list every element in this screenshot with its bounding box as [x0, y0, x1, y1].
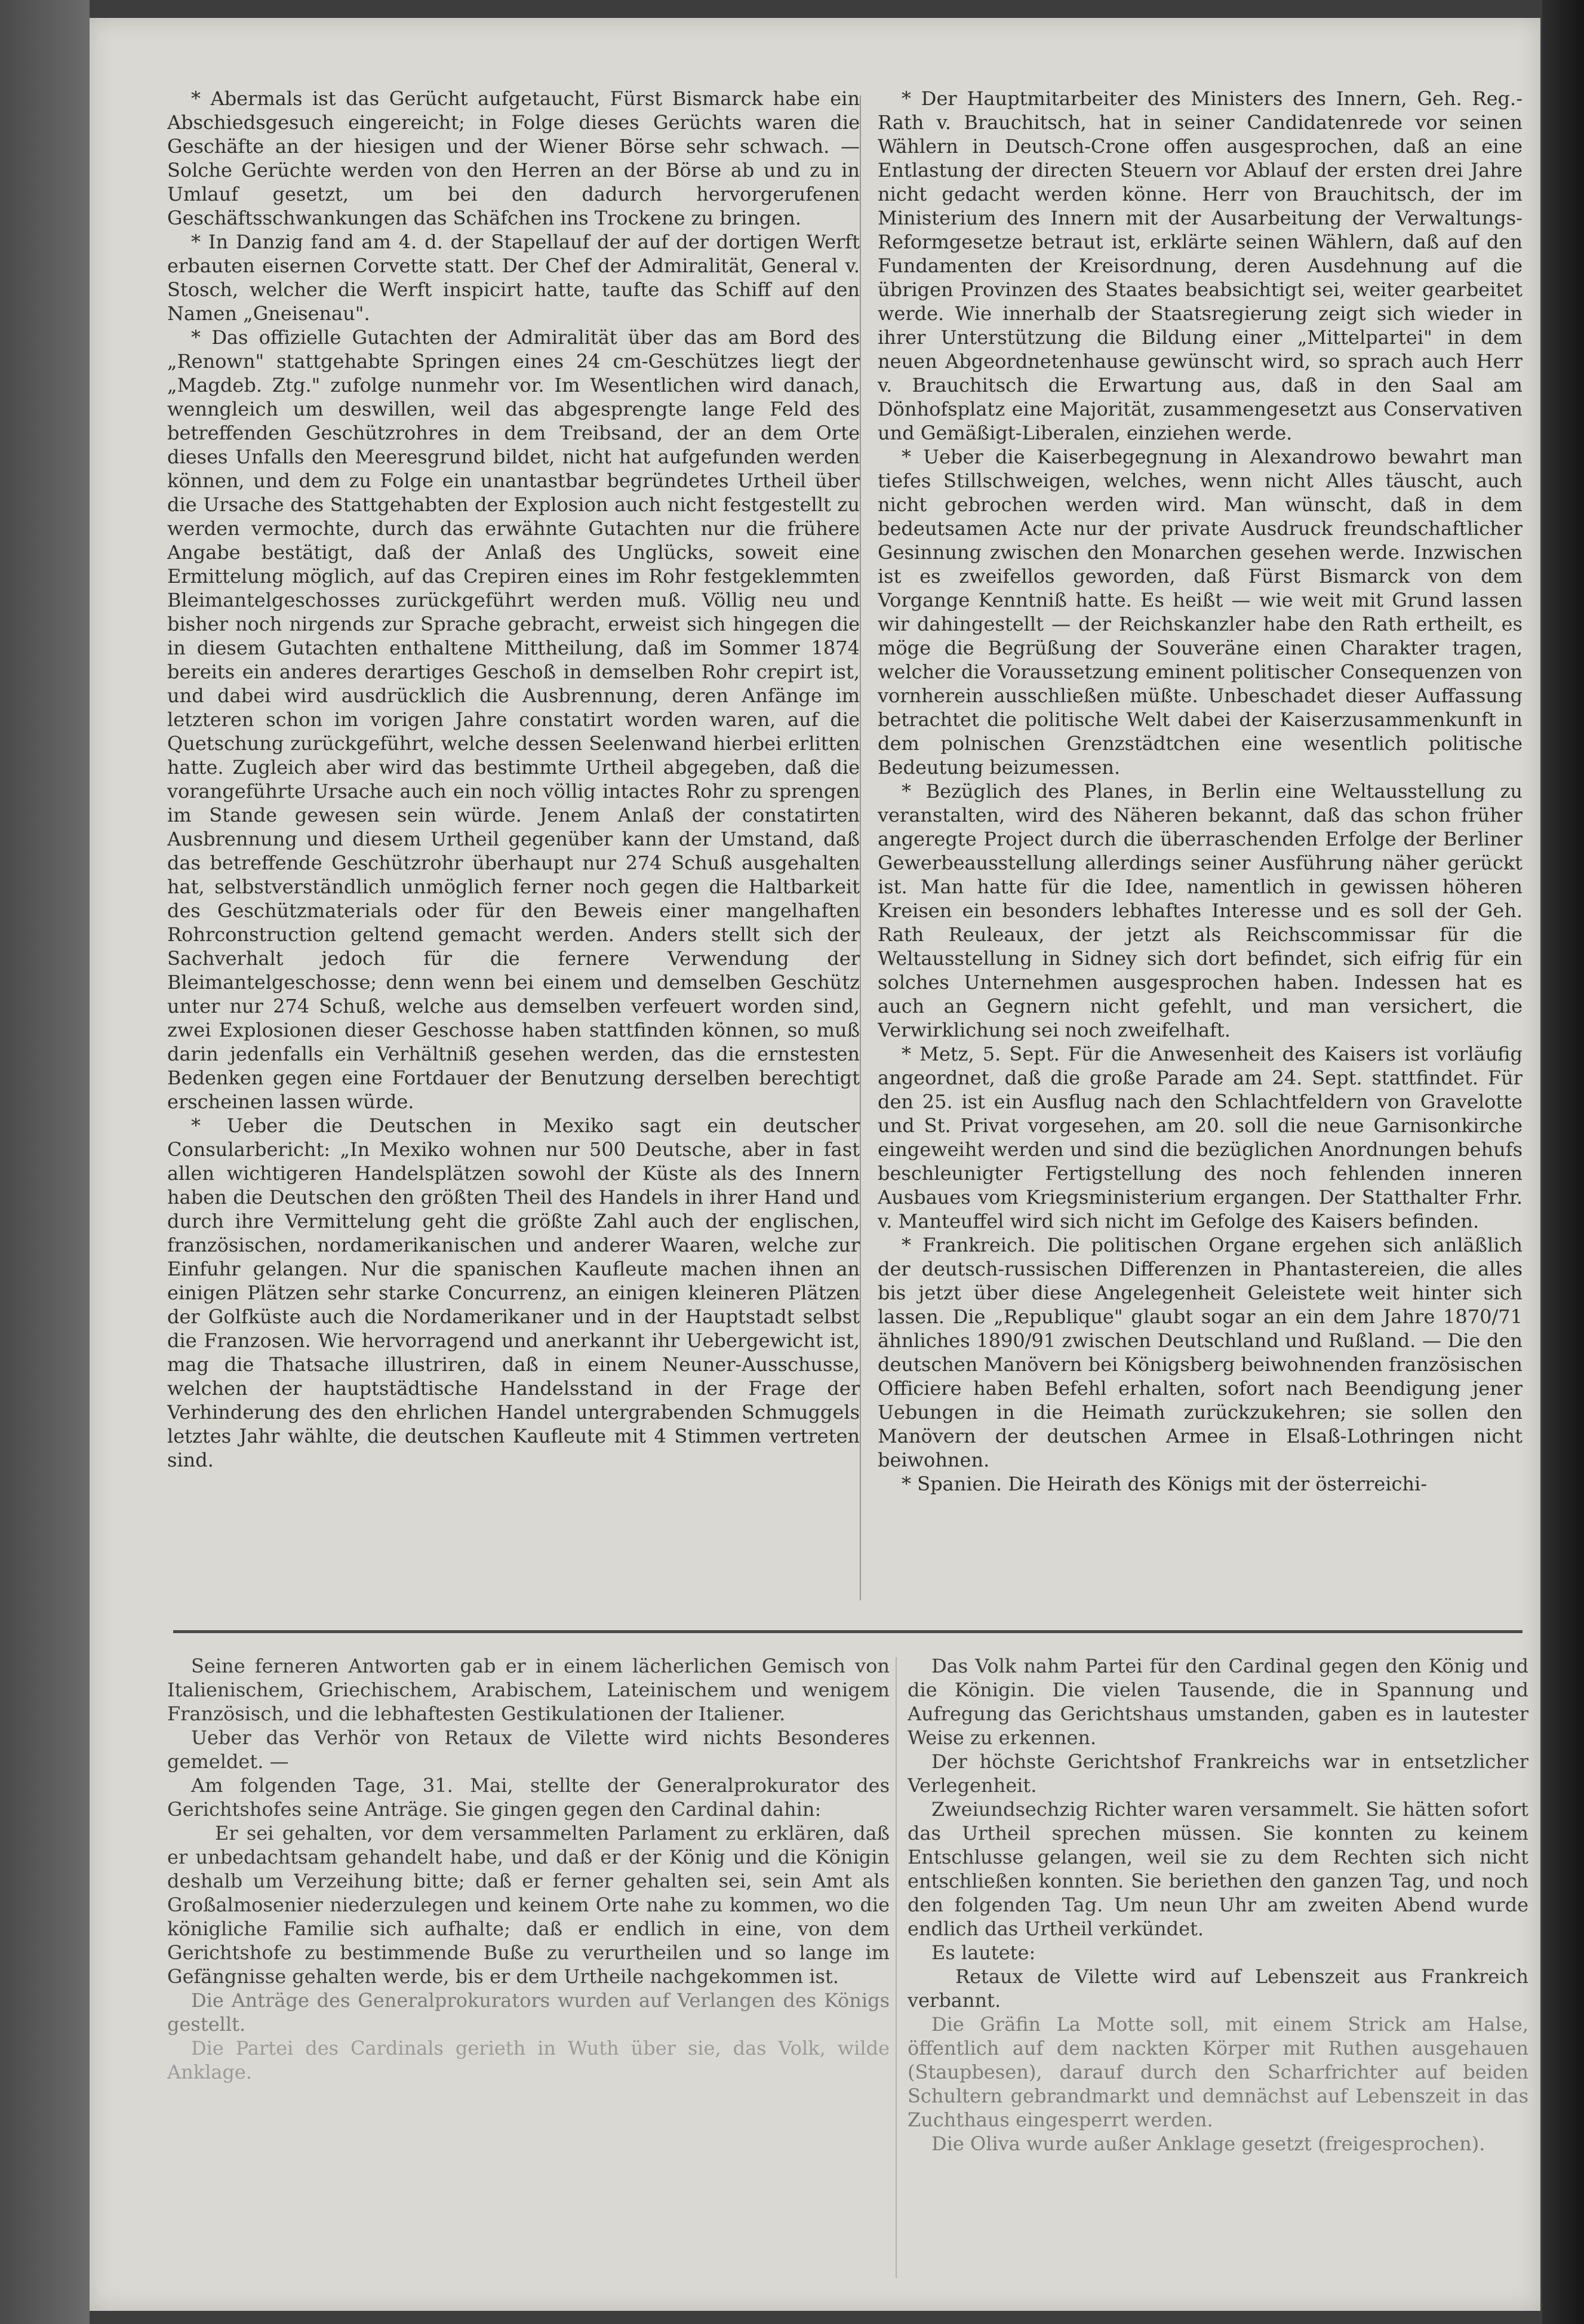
feuilleton-paragraph: Ueber das Verhör von Retaux de Vilette wird nichts Besonderes gemeldet. —: [167, 1726, 890, 1773]
article-metz: * Metz, 5. Sept. Für die Anwesenheit des Kaisers ist vorläufig angeordnet, daß die große Parade am 24. Sept. stattfindet. Für den 25. ist ein Ausflug nach den Schlachtfeldern von Gravelotte und St. Privat vorgesehen, am 20. soll die neue Garnisonkirche eingeweiht werden und sind die bezüglichen Anordnungen behufs beschleunigter Fertigstellung des noch fehlenden inneren Ausbaues vom Kriegsministerium ergangen. Der Statthalter Frhr. v. Manteuffel wird sich nicht im Gefolge des Kaisers befinden.: [878, 1043, 1523, 1232]
feuilleton-paragraph: Die Anträge des Generalprokurators wurden auf Verlangen des Königs gestellt.: [167, 1989, 890, 2036]
feuilleton-paragraph: Retaux de Vilette wird auf Lebenszeit aus Frankreich verbannt.: [908, 1965, 1528, 2012]
article-germans-in-mexico: * Ueber die Deutschen in Mexiko sagt ein deutscher Consularbericht: „In Mexiko wohnen nur 500 Deutsche, aber in fast allen wichtigeren Handelsplätzen sowohl der Küste als des Innern haben die Deutschen den größten Theil des Handels in ihrer Hand und durch ihre Vermittelung geht die größte Zahl auch der englischen, französischen, nordamerikanischen und anderer Waaren, welche zur Einfuhr gelangen. Nur die spanischen Kaufleute machen ihnen an einigen Plätzen sehr starke Concurrenz, an einigen kleineren Plätzen der Golfküste auch die Nordamerikaner und in der Hauptstadt selbst die Franzosen. Wie hervorragend und anerkannt ihr Uebergewicht ist, mag die Thatsache illustriren, daß in einem Neuner-Ausschusse, welchen der hauptstädtische Handelsstand in der Frage der Verhinderung des den ehrlichen Handel untergrabenden Schmuggels letztes Jahr wählte, die deutschen Kaufleute mit 4 Stimmen vertreten sind.: [167, 1114, 860, 1471]
feuilleton-column-divider: [896, 1657, 897, 2278]
feuilleton-right-column: [908, 1654, 1528, 2287]
article-renown-report: * Das offizielle Gutachten der Admiralität über das am Bord des „Renown" stattgehabte Springen eines 24 cm-Geschützes liegt der „Magdeb. Ztg." zufolge nunmehr vor. Im Wesentlichen wird danach, wenngleich um deswillen, weil das abgesprengte lange Feld des betreffenden Geschützrohres in dem Treibsand, der an dem Orte dieses Unfalls den Meeresgrund bildet, nicht hat aufgefunden werden können, und dem zu Folge ein unantastbar begründetes Urtheil über die Ursache des Stattgehabten der Explosion auch nicht festgestellt zu werden vermochte, durch das erwähnte Gutachten nur die frühere Angabe bestätigt, daß der Anlaß des Unglücks, soweit eine Ermittelung möglich, auf das Crepiren eines im Rohr festgeklemmten Bleimantelgeschosses zurückgeführt werden muß. Völlig neu und bisher noch nirgends zur Sprache gebracht, erweist sich hingegen die in diesem Gutachten enthaltene Mittheilung, daß im Sommer 1874 bereits ein anderes derartiges Geschoß in demselben Rohr crepirt ist, und dabei wird ausdrücklich die Ausbrennung, deren Anfänge im letzteren schon im vorigen Jahre constatirt worden waren, auf die Quetschung zurückgeführt, welche dessen Seelenwand hierbei erlitten hatte. Zugleich aber wird das bestimmte Urtheil abgegeben, daß die vorangeführte Ursache auch ein noch völlig intactes Rohr zu sprengen im Stande gewesen sein würde. Jenem Anlaß der constatirten Ausbrennung und diesem Urtheil gegenüber kann der Umstand, daß das betreffende Geschützrohr überhaupt nur 274 Schuß ausgehalten hat, selbstverständlich unmöglich ferner noch gegen die Haltbarkeit des Geschützmaterials oder für den Beweis einer mangelhaften Rohrconstruction geltend gemacht werden. Anders stellt sich der Sachverhalt jedoch für die fernere Verwendung der Bleimantelgeschosse; denn wenn bei einem und demselben Geschütz unter nur 274 Schuß, welche aus demselben verfeuert worden sind, zwei Explosionen dieser Geschosse haben stattfinden können, so muß darin jedenfalls ein Verhältniß gesehen werden, das die ernstesten Bedenken gegen eine Fortdauer der Benutzung derselben berechtigt erscheinen lassen würde.: [167, 326, 860, 1113]
newspaper-page: [90, 18, 1540, 2311]
column-divider: [860, 96, 861, 1600]
feuilleton-left-column: [167, 1654, 890, 2287]
top-left-column: [167, 87, 860, 1597]
feuilleton-paragraph: Es lautete:: [931, 1941, 1036, 1964]
feuilleton-paragraph: Seine ferneren Antworten gab er in einem lächerlichen Gemisch von Italienischem, Griechischem, Arabischem, Lateinischem und wenigem Französisch, und die lebhaftesten Gestikulationen der Italiener.: [167, 1655, 890, 1725]
feuilleton-paragraph: Die Gräfin La Motte soll, mit einem Strick am Halse, öffentlich auf dem nackten Körper mit Ruthen ausgehauen (Staupbesen), darauf durch den Scharfrichter auf beiden Schultern gebrandmarkt und demnächst auf Lebenszeit in das Zuchthaus eingesperrt werden.: [908, 2013, 1528, 2131]
feuilleton-separator: [173, 1630, 1523, 1633]
article-danzig-corvette: * In Danzig fand am 4. d. der Stapellauf der auf der dortigen Werft erbauten eisernen Corvette statt. Der Chef der Admiralität, General v. Stosch, welcher die Werft inspicirt hatte, taufte das Schiff auf den Namen „Gneisenau".: [167, 230, 860, 325]
top-right-column: [878, 87, 1523, 1597]
article-spain: * Spanien. Die Heirath des Königs mit der österreichi-: [902, 1473, 1428, 1495]
page-left-margin: [0, 0, 90, 2324]
page-right-edge: [1542, 0, 1584, 2324]
article-brauchitsch: * Der Hauptmitarbeiter des Ministers des Innern, Geh. Reg.-Rath v. Brauchitsch, hat in seiner Candidatenrede vor seinen Wählern in Deutsch-Crone offen ausgesprochen, daß an eine Entlastung der directen Steuern vor Ablauf der ersten drei Jahre nicht gedacht werden könne. Herr von Brauchitsch, der im Ministerium des Innern mit der Ausarbeitung der Verwaltungs-Reformgesetze betraut ist, erklärte seinen Wählern, daß auf den Fundamenten der Kreisordnung, deren Ausdehnung auf die übrigen Provinzen des Staates beabsichtigt sei, weiter gearbeitet werde. Wie innerhalb der Staatsregierung zeigt sich wieder in ihrer Unterstützung die Bildung einer „Mittelpartei" in dem neuen Abgeordnetenhause gewünscht wird, so sprach auch Herr v. Brauchitsch die Erwartung aus, daß in den Saal am Dönhofsplatz eine Majorität, zusammengesetzt aus Conservativen und Gemäßigt-Liberalen, einziehen werde.: [878, 87, 1523, 444]
feuilleton-paragraph: Das Volk nahm Partei für den Cardinal gegen den König und die Königin. Die vielen Tausende, die in Spannung und Aufregung das Gerichtshaus umstanden, gaben es in lautester Weise zu erkennen.: [908, 1655, 1528, 1749]
article-france: * Frankreich. Die politischen Organe ergehen sich anläßlich der deutsch-russischen Differenzen in Phantastereien, die alles bis jetzt über diese Angelegenheit Geleistete weit hinter sich lassen. Die „Republique" glaubt sogar an ein dem Jahre 1870/71 ähnliches 1890/91 zwischen Deutschland und Rußland. — Die den deutschen Manövern bei Königsberg beiwohnenden französischen Officiere haben Befehl erhalten, sofort nach Beendigung jener Uebungen in die Heimath zurückzukehren; sie sollen den Manövern der deutschen Armee in Elsaß-Lothringen nicht beiwohnen.: [878, 1234, 1523, 1471]
feuilleton-paragraph: Die Partei des Cardinals gerieth in Wuth über sie, das Volk, wilde Anklage.: [167, 2037, 890, 2083]
feuilleton-paragraph: Zweiundsechzig Richter waren versammelt. Sie hätten sofort das Urtheil sprechen müssen. Sie konnten zu keinem Entschlusse gelangen, weil sie zu dem Rechten sich nicht entschließen konnten. Sie beriethen den ganzen Tag, und noch den folgenden Tag. Um neun Uhr am zweiten Abend wurde endlich das Urtheil verkündet.: [908, 1798, 1528, 1940]
feuilleton-paragraph: Er sei gehalten, vor dem versammelten Parlament zu erklären, daß er unbedachtsam gehandelt habe, und daß er der König und die Königin deshalb um Verzeihung bitte; daß er ferner gehalten sei, sein Amt als Großalmosenier niederzulegen und keinem Orte nahe zu kommen, wo die königliche Familie sich aufhalte; daß er endlich in eine, von dem Gerichtshofe zu bestimmende Buße zu verurtheilen und so lange im Gefängnisse gehalten werde, bis er dem Urtheile nachgekommen ist.: [167, 1822, 890, 1988]
article-world-exhibition: * Bezüglich des Planes, in Berlin eine Weltausstellung zu veranstalten, wird des Näheren bekannt, daß das schon früher angeregte Project durch die überraschenden Erfolge der Berliner Gewerbeausstellung allerdings seiner Ausführung näher gerückt ist. Man hatte für die Idee, namentlich in gewissen höheren Kreisen ein besonders lebhaftes Interesse und es soll der Geh. Rath Reuleaux, der jetzt als Reichscommissar für die Weltausstellung in Sidney sich dort befindet, sich eifrig für ein solches Unternehmen ausgesprochen haben. Indessen hat es auch an Gegnern nicht gefehlt, und man versichert, die Verwirklichung sei noch zweifelhaft.: [878, 780, 1523, 1041]
article-kaiser-meeting: * Ueber die Kaiserbegegnung in Alexandrowo bewahrt man tiefes Stillschweigen, welches, wenn nicht Alles täuscht, auch nicht gebrochen werden wird. Man wünscht, daß in dem bedeutsamen Acte nur der private Ausdruck freundschaftlicher Gesinnung zwischen den Monarchen gesehen werde. Inzwischen ist es zweifellos geworden, daß Fürst Bismarck von dem Vorgange Kenntniß hatte. Es heißt — wie weit mit Grund lassen wir dahingestellt — der Reichskanzler habe den Rath ertheilt, es möge die Begrüßung der Souveräne einen Charakter tragen, welcher die Voraussetzung eminent politischer Consequenzen von vornherein ausschließen müßte. Unbeschadet dieser Auffassung betrachtet die politische Welt dabei der Kaiserzusammenkunft in dem polnischen Grenzstädtchen eine wesentlich politische Bedeutung beizumessen.: [878, 445, 1523, 779]
feuilleton-paragraph: Der höchste Gerichtshof Frankreichs war in entsetzlicher Verlegenheit.: [908, 1750, 1528, 1797]
feuilleton-paragraph: Die Oliva wurde außer Anklage gesetzt (freigesprochen).: [931, 2132, 1485, 2155]
article-bismarck-rumour: * Abermals ist das Gerücht aufgetaucht, Fürst Bismarck habe ein Abschiedsgesuch eingereicht; in Folge dieses Gerüchts waren die Geschäfte an der hiesigen und der Wiener Börse sehr schwach. — Solche Gerüchte werden von den Herren an der Börse ab und zu in Umlauf gesetzt, um bei den dadurch hervorgerufenen Geschäftsschwankungen das Schäfchen ins Trockene zu bringen.: [167, 87, 860, 229]
feuilleton-paragraph: Am folgenden Tage, 31. Mai, stellte der Generalprokurator des Gerichtshofes seine Anträge. Sie gingen gegen den Cardinal dahin:: [167, 1774, 890, 1821]
